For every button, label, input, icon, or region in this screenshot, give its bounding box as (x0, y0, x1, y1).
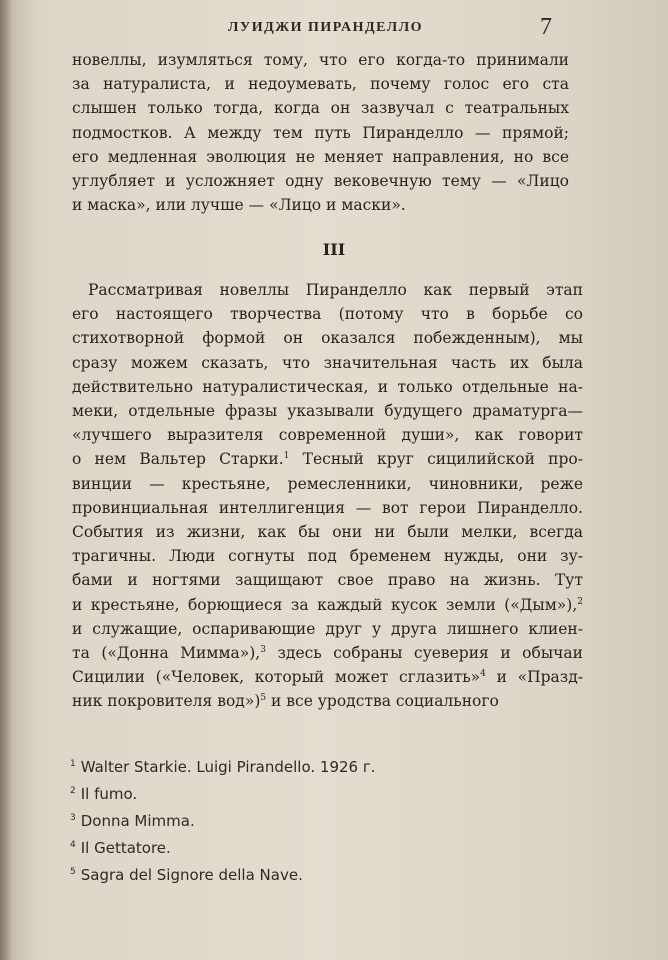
text-segment: и «Празд- (496, 668, 583, 687)
text-segment: здесь собраны суеверия и обычаи (277, 644, 583, 663)
text-line-with-footnote (72, 689, 583, 713)
text-line: стихотворной формой он оказался побежденным), мы (72, 329, 583, 348)
running-head: ЛУИДЖИ ПИРАНДЕЛЛО (228, 20, 424, 35)
footnote (70, 754, 530, 781)
footnote-ref: 2 (577, 596, 583, 607)
text-line: его медленная эволюция не меняет направления, но все (72, 147, 569, 166)
footnote-ref: 1 (283, 451, 290, 462)
text-segment: о нем Вальтер Старки. (72, 450, 284, 469)
text-line: винции — крестьяне, ремесленники, чиновники, реже (72, 474, 583, 493)
text-line-with-footnote (72, 447, 583, 471)
footnote (70, 781, 530, 808)
text-line: События из жизни, как бы они ни были мелки, всегда (72, 523, 583, 542)
page-header (0, 14, 668, 44)
footnote-text: Il Gettatore. (80, 839, 171, 857)
footnote-mark: 5 (70, 867, 76, 877)
footnote-text: Walter Starkie. Luigi Pirandello. 1926 г. (80, 758, 376, 776)
footnote-mark: 4 (70, 840, 76, 850)
text-line: действительно натуралистическая, и только отдельные на- (72, 377, 583, 396)
paragraph-2 (72, 278, 583, 714)
page-number: 7 (540, 14, 552, 40)
footnote-text: Donna Mimma. (80, 812, 195, 830)
text-line-with-footnote (72, 593, 583, 617)
text-line: и служащие, оспаривающие друг у друга лишнего клиен- (72, 619, 583, 638)
text-segment: и крестьяне, борющиеся за каждый кусок земли («Дым»), (72, 595, 578, 614)
text-segment: Сицилии («Человек, который может сглазить» (72, 668, 481, 687)
page-binding-shadow (0, 0, 12, 960)
footnote-ref: 5 (260, 693, 267, 704)
text-line: слышен только тогда, когда он зазвучал с театральных (72, 99, 569, 118)
text-line-with-footnote (72, 641, 583, 665)
text-line: за натуралиста, и недоумевать, почему голос его ста (72, 75, 569, 94)
text-line: новеллы, изумляться тому, что его когда-то принимали (72, 51, 569, 69)
footnote (70, 862, 530, 889)
text-line: и маска», или лучше — «Лицо и маски». (72, 196, 406, 215)
footnote-text: Sagra del Signore della Nave. (80, 866, 303, 884)
text-line: Рассматривая новеллы Пиранделло как первый этап (88, 281, 583, 299)
text-line: «лучшего выразителя современной души», как говорит (72, 426, 583, 445)
text-line: углубляет и усложняет одну вековечную тему — «Лицо (72, 172, 569, 191)
text-line-with-footnote (72, 665, 583, 689)
paragraph-1 (72, 48, 569, 217)
text-line: его настоящего творчества (потому что в борьбе со (72, 305, 583, 324)
text-line: подмостков. А между тем путь Пиранделло — прямой; (72, 123, 569, 142)
footnote-mark: 2 (70, 786, 76, 796)
footnote-ref: 4 (480, 669, 486, 680)
text-line: бами и ногтями защищают свое право на жизнь. Тут (72, 571, 583, 590)
footnote (70, 835, 530, 862)
footnote (70, 808, 530, 835)
footnote-mark: 3 (70, 813, 76, 823)
text-line: меки, отдельные фразы указывали будущего драматурга— (72, 402, 583, 421)
footnote-ref: 3 (260, 644, 266, 655)
footnote-mark: 1 (70, 759, 76, 769)
text-line: сразу можем сказать, что значительная часть их была (72, 353, 583, 372)
text-segment: Тесный круг сицилийской про- (302, 450, 583, 469)
text-line: провинциальная интеллигенция — вот герои Пиранделло. (72, 498, 583, 517)
text-segment: та («Донна Мимма»), (72, 644, 261, 663)
section-heading: III (322, 240, 346, 259)
footnote-text: Il fumo. (80, 785, 138, 803)
text-segment: ник покровителя вод») (72, 692, 261, 711)
footnotes (70, 754, 530, 889)
text-segment: и все уродства социального (271, 692, 499, 711)
text-line: трагичны. Люди согнуты под бременем нужды, они зу- (72, 547, 583, 566)
